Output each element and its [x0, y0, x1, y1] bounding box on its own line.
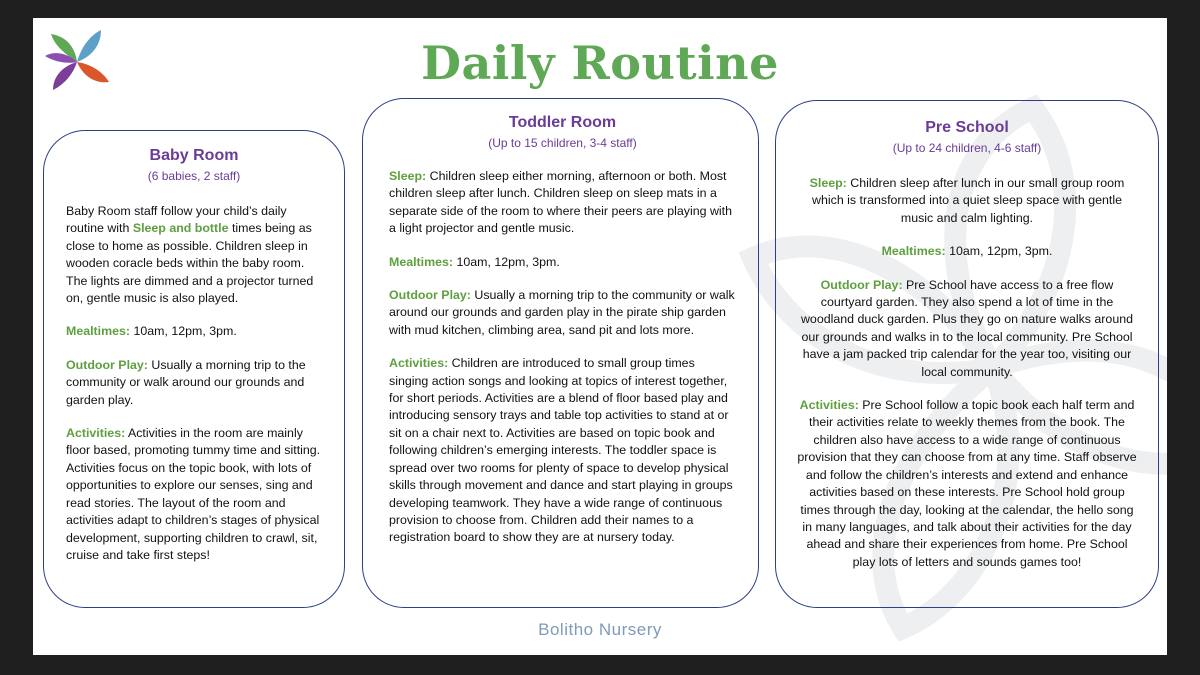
preschool-mealtimes-text: 10am, 12pm, 3pm. — [945, 244, 1053, 259]
toddler-activities-label: Activities: — [389, 356, 449, 371]
baby-room-subtitle: (6 babies, 2 staff) — [147, 169, 241, 183]
toddler-mealtimes-label: Mealtimes: — [389, 254, 454, 269]
baby-intro-text-end: times being as close to home as possible. Children sleep in wooden coracle beds within the baby room. The lights are dimmed and a projector turned on, gentle music is also played. — [66, 221, 314, 306]
baby-outdoor-text: Usually a morning trip to the community or walk around our grounds and garden play. — [66, 357, 306, 407]
pre-school-subtitle: (Up to 24 children, 4-6 staff) — [892, 141, 1042, 155]
baby-intro-text: Baby Room staff follow your child’s daily routine with — [66, 204, 287, 236]
baby-mealtimes-text: 10am, 12pm, 3pm. — [130, 324, 237, 339]
baby-activities-label: Activities: — [66, 426, 126, 441]
baby-room-title: Baby Room — [149, 147, 239, 164]
baby-outdoor-label: Outdoor Play: — [66, 357, 148, 372]
baby-room-card — [43, 130, 345, 608]
toddler-outdoor-text: Usually a morning trip to the community or walk around our grounds and garden play in the pirate ship garden with mud kitchen, climbing area, sand pit and lots more. — [389, 288, 735, 337]
toddler-outdoor-label: Outdoor Play: — [389, 288, 471, 303]
pre-school-card — [775, 100, 1159, 608]
toddler-activities-text: Children are introduced to small group times singing action songs and looking at topics of interest together, for short periods. Activities are a blend of floor based play and introducing sensory trays and table top activities to stand at or sit on a chair next to. Activities are based on topic book and following children’s emerging interests. The toddler space is spread over two rooms for plenty of space to develop physical skills through movement and dance and start playing in groups developing teamwork. They have a wide range of continuous provision to choose from. Children add their names to a registration board to show they are at nursery today. — [389, 356, 733, 545]
preschool-outdoor-label: Outdoor Play: — [820, 277, 903, 292]
footer-brand: Bolitho Nursery — [538, 620, 662, 639]
toddler-sleep-text: Children sleep either morning, afternoon or both. Most children sleep after lunch. Children sleep on sleep mats in a separate side of the room to where their peers are playing with a light projector and gentle music. — [389, 169, 732, 236]
toddler-sleep-label: Sleep: — [389, 169, 427, 183]
toddler-room-subtitle: (Up to 15 children, 3-4 staff) — [488, 136, 637, 150]
toddler-room-card — [362, 98, 759, 608]
toddler-mealtimes-text: 10am, 12pm, 3pm. — [453, 254, 560, 269]
baby-intro-highlight: Sleep and bottle — [132, 221, 229, 236]
preschool-activities-label: Activities: — [799, 398, 859, 413]
baby-activities-text: Activities in the room are mainly floor based, promoting tummy time and sitting. Activities focus on the topic book, with lots of opportunities to explore our senses, sing and read stories. The layout of the room and activities adapt to children’s stages of physical development, supporting children to crawl, sit, cruise and take first steps! — [66, 426, 321, 562]
baby-mealtimes-label: Mealtimes: — [66, 324, 131, 339]
preschool-outdoor-text: Pre School have access to a free flow courtyard garden. They also spend a lot of time in the woodland duck garden. Plus they go on nature walks around our grounds and walks in to the local community. Pre School have a jam packed trip calendar for the year too, visiting our local community. — [800, 277, 1133, 379]
baby-room-body — [66, 203, 322, 564]
toddler-room-title: Toddler Room — [508, 114, 617, 131]
preschool-sleep-label: Sleep: — [809, 176, 847, 190]
toddler-room-body — [389, 168, 736, 547]
preschool-sleep-text: Children sleep after lunch in our small group room which is transformed into a quiet sleep space with gentle music and calm lighting. — [812, 176, 1125, 225]
slide — [33, 18, 1167, 655]
page-title: Daily Routine — [421, 36, 779, 90]
pre-school-title: Pre School — [925, 119, 1009, 136]
pre-school-body — [796, 175, 1138, 571]
preschool-mealtimes-label: Mealtimes: — [881, 244, 946, 259]
preschool-activities-text: Pre School follow a topic book each half term and their activities relate to weekly themes from the book. The children also have access to a wide range of continuous provision that they can choose from at any time. Staff observe and follow the children’s interests and extend and enhance activities based on these interests. Pre School hold group times through the day, looking at the calendar, the hello song in many languages, and talk about their activities for the day ahead and share their experiences from home. Pre School play lots of letters and sounds games too! — [797, 398, 1137, 569]
